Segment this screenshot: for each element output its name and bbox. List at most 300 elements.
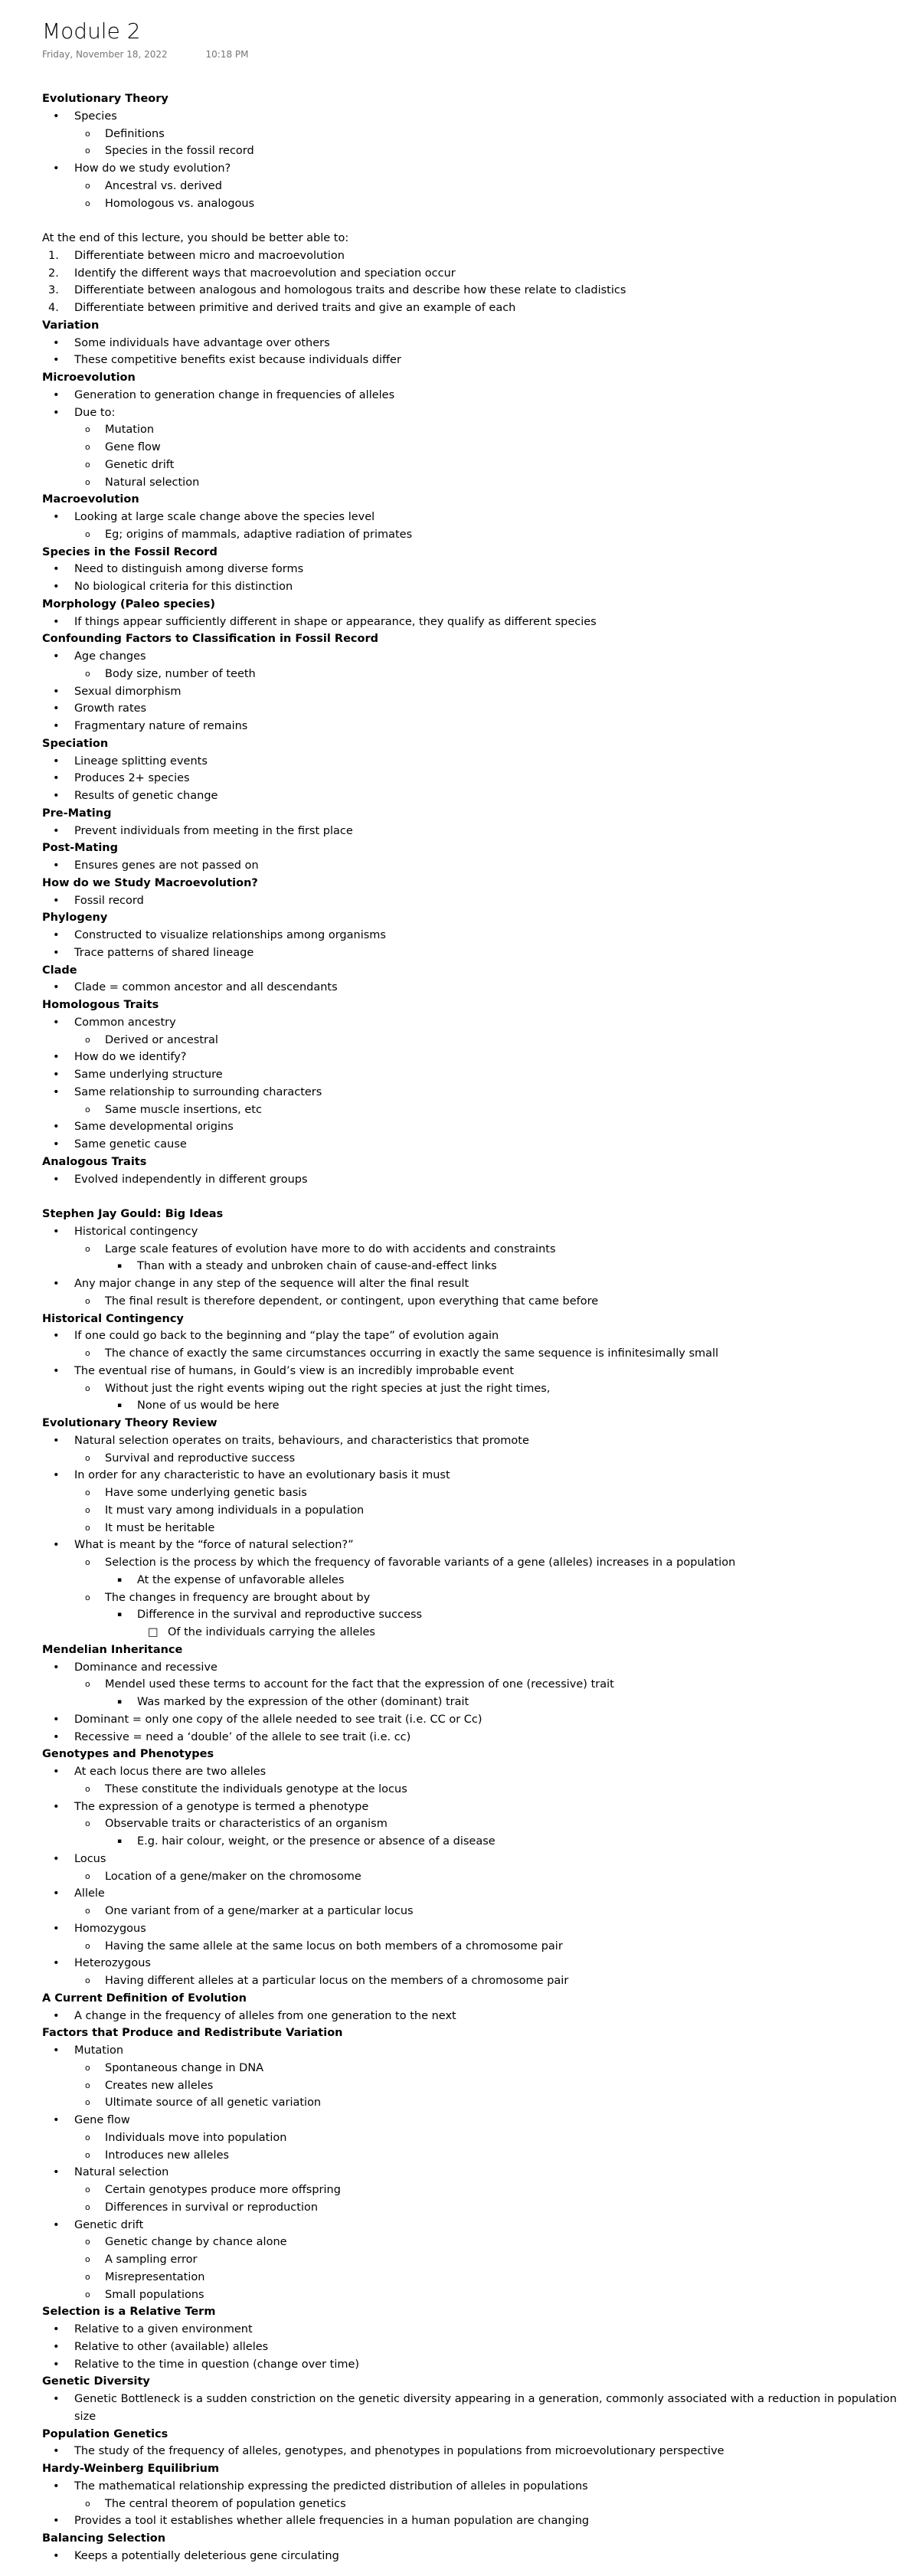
outline-item[interactable] [42,108,908,126]
outline-item[interactable] [42,2182,908,2199]
line-text: Relative to the time in question (change over time) [74,2358,360,2371]
section-heading[interactable] [42,840,908,857]
line-text: These competitive benefits exist because individuals differ [74,354,401,367]
bullet-icon: o [85,128,90,139]
outline-item[interactable] [42,1729,908,1746]
line-text: Results of genetic change [74,790,218,802]
outline-item[interactable] [42,1868,908,1886]
line-text: The chance of exactly the same circumstances occurring in exactly the same sequence is infinitesimally small [105,1347,719,1360]
outline-item[interactable] [42,1397,908,1415]
line-text: One variant from of a gene/marker at a particular locus [105,1905,414,1917]
section-heading[interactable] [42,90,908,108]
outline-item[interactable] [42,282,908,299]
outline-item[interactable] [42,1363,908,1380]
line-text: Selection is the process by which the frequency of favorable variants of a gene (alleles) increases in a population [105,1556,736,1569]
line-text: At each locus there are two alleles [74,1766,267,1778]
list-number: 3. [48,284,59,297]
outline-item[interactable] [42,1763,908,1781]
section-heading[interactable] [42,1642,908,1659]
line-text: Growth rates [74,702,147,715]
line-text: The eventual rise of humans, in Gould’s view is an incredibly improbable event [74,1364,515,1377]
line-text: Spontaneous change in DNA [105,2061,264,2074]
outline-item[interactable] [42,2443,908,2460]
line-text: Produces 2+ species [74,772,190,785]
outline-item[interactable] [42,1032,908,1049]
bullet-icon: • [53,2009,60,2022]
outline-item[interactable] [42,1624,908,1642]
line-text: Historical contingency [74,1225,198,1238]
outline-item[interactable] [42,1171,908,1189]
outline-item[interactable] [42,457,908,474]
line-text: Dominance and recessive [74,1661,217,1674]
section-heading[interactable] [42,1154,908,1171]
line-text: Pre-Mating [42,807,112,820]
line-text: Individuals move into population [105,2131,287,2144]
bullet-icon: • [53,1730,60,1743]
line-text: Common ancestry [74,1016,176,1029]
line-text: Genetic drift [74,2218,144,2231]
outline-item[interactable] [42,352,908,369]
outline-item[interactable] [42,2199,908,2217]
line-text: Microevolution [42,372,136,384]
outline-item[interactable] [42,1903,908,1920]
outline-item[interactable] [42,2339,908,2356]
outline-item[interactable] [42,1659,908,1677]
outline-item[interactable] [42,1467,908,1484]
section-heading[interactable] [42,1990,908,2008]
bullet-icon: • [53,110,60,123]
line-text: How do we study evolution? [74,162,231,175]
outline-item[interactable] [42,2496,908,2513]
line-text: How do we Study Macroevolution? [42,876,258,889]
outline-item[interactable] [42,944,908,962]
outline-item[interactable] [42,404,908,422]
bullet-icon: • [53,1800,60,1813]
outline-item[interactable] [42,561,908,578]
bullet-icon: • [53,685,60,698]
line-text: Confounding Factors to Classification in Fossil Record [42,633,378,646]
bullet-icon: • [53,2445,60,2458]
line-text: No biological criteria for this distinction [74,581,293,593]
bullet-icon: o [85,1034,90,1045]
bullet-icon: o [85,2201,90,2212]
section-heading[interactable] [42,596,908,614]
outline-item[interactable] [42,1084,908,1101]
outline-item[interactable] [42,1572,908,1589]
bullet-icon: • [53,790,60,802]
line-text: Keeps a potentially deleterious gene circulating [74,2549,339,2562]
line-text: Natural selection [105,476,200,489]
line-text: The changes in frequency are brought about by [105,1591,371,1604]
line-text: Was marked by the expression of the other (dominant) trait [137,1696,469,1708]
line-text: Without just the right events wiping out the right species at just the right times, [105,1382,551,1395]
outline-item[interactable] [42,2478,908,2496]
line-text: It must be heritable [105,1521,215,1534]
section-heading[interactable] [42,997,908,1014]
bullet-icon: o [85,1383,90,1393]
bullet-icon: o [85,2080,90,2090]
outline-item[interactable] [42,927,908,944]
bullet-icon: • [53,2479,60,2493]
outline-item[interactable] [42,718,908,735]
line-text: Morphology (Paleo species) [42,597,215,610]
outline-item[interactable] [42,1781,908,1799]
outline-item[interactable] [42,892,908,910]
line-text: Speciation [42,737,109,750]
bullet-icon: • [53,2393,60,2405]
section-heading[interactable] [42,909,908,927]
page-time: 10:18 PM [205,49,249,60]
outline-item[interactable] [42,195,908,213]
note-paragraph[interactable] [42,230,908,247]
line-text: Population Genetics [42,2427,168,2440]
bullet-icon: ▪ [117,1402,123,1410]
line-text: Natural selection operates on traits, behaviours, and characteristics that promote [74,1434,529,1447]
outline-item[interactable] [42,2234,908,2251]
line-text: These constitute the individuals genotype at the locus [105,1782,407,1795]
section-heading[interactable] [42,1206,908,1223]
outline-item[interactable] [42,2217,908,2234]
bullet-icon: o [85,1906,90,1916]
bullet-icon: o [85,459,90,470]
line-text: Trace patterns of shared lineage [74,946,254,959]
bullet-icon: • [53,946,60,959]
bullet-icon: • [53,1138,60,1151]
bullet-icon: o [85,1104,90,1115]
outline-item[interactable] [42,2391,908,2426]
bullet-icon: ▪ [117,1576,123,1584]
line-text: Selection is a Relative Term [42,2306,216,2319]
outline-item[interactable] [42,1275,908,1293]
outline-item[interactable] [42,2129,908,2147]
outline-item[interactable] [42,1258,908,1275]
outline-item[interactable] [42,1484,908,1502]
line-text: Body size, number of teeth [105,667,256,680]
outline-item[interactable] [42,142,908,160]
bullet-icon: o [85,2062,90,2073]
bullet-icon: • [53,336,60,349]
bullet-icon: o [85,2149,90,2160]
line-text: Analogous Traits [42,1155,147,1168]
line-text: Ensures genes are not passed on [74,859,259,872]
outline-item[interactable] [42,1450,908,1468]
bullet-icon: o [85,1940,90,1951]
line-text: Homologous Traits [42,999,159,1011]
outline-item[interactable] [42,299,908,317]
outline-item[interactable] [42,2060,908,2077]
bullet-icon: o [85,2498,90,2509]
section-heading[interactable] [42,875,908,892]
bullet-icon: o [85,1348,90,1358]
line-text: Relative to a given environment [74,2323,253,2335]
bullet-icon: • [53,1852,60,1865]
outline-item[interactable] [42,1502,908,1520]
outline-item[interactable] [42,2251,908,2269]
outline-item[interactable] [42,770,908,787]
outline-item[interactable] [42,1694,908,1711]
outline-item[interactable] [42,666,908,683]
outline-item[interactable] [42,2356,908,2374]
section-heading[interactable] [42,735,908,753]
bullet-icon: • [53,2549,60,2562]
outline-item[interactable] [42,1014,908,1032]
bullet-icon: • [53,772,60,785]
section-heading[interactable] [42,369,908,387]
outline-item[interactable] [42,2094,908,2112]
outline-item[interactable] [42,2112,908,2129]
bullet-icon: • [53,1051,60,1064]
outline-item[interactable] [42,1815,908,1833]
outline-item[interactable] [42,265,908,283]
bullet-icon: • [53,1661,60,1674]
outline-item[interactable] [42,648,908,666]
bullet-icon: • [53,1330,60,1343]
bullet-icon: o [85,198,90,208]
outline-item[interactable] [42,1380,908,1398]
line-text: Than with a steady and unbroken chain of cause-and-effect links [137,1260,497,1273]
outline-item[interactable] [42,1885,908,1903]
section-heading[interactable] [42,1746,908,1763]
section-heading[interactable] [42,2460,908,2478]
outline-item[interactable] [42,474,908,492]
outline-item[interactable] [42,1223,908,1241]
bullet-icon: o [85,1871,90,1881]
bullet-icon: • [53,981,60,994]
bullet-icon: • [53,162,60,175]
line-text: How do we identify? [74,1051,187,1064]
outline-item[interactable] [42,1554,908,1572]
outline-item[interactable] [42,509,908,526]
line-text: Same underlying structure [74,1069,223,1081]
line-text: Having different alleles at a particular locus on the members of a chromosome pair [105,1975,569,1987]
line-text: Variation [42,319,100,332]
bullet-icon: • [53,1225,60,1238]
line-text: Post-Mating [42,842,118,855]
line-text: E.g. hair colour, weight, or the presence or absence of a disease [137,1835,495,1848]
bullet-icon: o [85,1679,90,1690]
line-text: None of us would be here [137,1399,280,1412]
bullet-icon: o [85,2271,90,2282]
outline-item[interactable] [42,683,908,701]
outline-item[interactable] [42,979,908,997]
line-text: Locus [74,1852,106,1865]
line-text: Macroevolution [42,493,139,506]
bullet-icon: • [53,1434,60,1447]
outline-item[interactable] [42,1955,908,1972]
section-heading[interactable] [42,630,908,648]
bullet-icon: o [85,2289,90,2299]
outline-item[interactable] [42,753,908,771]
page-meta [42,48,908,61]
outline-item[interactable] [42,1241,908,1259]
outline-item[interactable] [42,1833,908,1851]
line-text: Location of a gene/maker on the chromosome [105,1870,361,1883]
outline-item[interactable] [42,2164,908,2182]
outline-item[interactable] [42,1118,908,1136]
bullet-icon: • [53,1016,60,1029]
line-text: Same muscle insertions, etc [105,1103,262,1116]
outline-item[interactable] [42,1676,908,1694]
line-text: Eg; origins of mammals, adaptive radiation of primates [105,528,413,541]
outline-item[interactable] [42,614,908,631]
bullet-icon: • [53,563,60,576]
outline-item[interactable] [42,439,908,457]
outline-item[interactable] [42,2147,908,2165]
outline-item[interactable] [42,178,908,195]
section-heading[interactable] [42,2303,908,2321]
line-text: Historical Contingency [42,1312,184,1325]
bullet-icon: o [85,668,90,679]
bullet-icon: ▪ [117,1611,123,1619]
blank-line [42,212,908,230]
outline-item[interactable] [42,421,908,439]
outline-item[interactable] [42,1101,908,1119]
line-text: At the expense of unfavorable alleles [137,1573,345,1586]
line-text: Creates new alleles [105,2079,214,2092]
outline-item[interactable] [42,823,908,840]
outline-item[interactable] [42,1066,908,1084]
outline-item[interactable] [42,387,908,404]
outline-item[interactable] [42,1049,908,1066]
outline-item[interactable] [42,2042,908,2060]
bullet-icon: • [53,2166,60,2179]
bullet-icon: • [53,2340,60,2353]
line-text: Homozygous [74,1922,146,1935]
line-text: Differentiate between primitive and derived traits and give an example of each [74,302,516,314]
line-text: Recessive = need a ‘double’ of the allele to see trait (i.e. cc) [74,1730,411,1743]
bullet-icon: ▪ [117,1698,123,1706]
line-text: If one could go back to the beginning and “play the tape” of evolution again [74,1330,499,1343]
outline-item[interactable] [42,1293,908,1311]
outline-item[interactable] [42,126,908,143]
outline-item[interactable] [42,1711,908,1729]
section-heading[interactable] [42,962,908,980]
outline-item[interactable] [42,2008,908,2025]
bullet-icon: o [85,180,90,191]
bullet-icon: • [53,1469,60,1482]
section-heading[interactable] [42,317,908,335]
line-text: Certain genotypes produce more offspring [105,2184,341,2196]
section-heading[interactable] [42,2373,908,2391]
outline-item[interactable] [42,2286,908,2304]
list-number: 4. [48,302,59,314]
outline-item[interactable] [42,1606,908,1624]
list-number: 2. [48,267,59,280]
bullet-icon: • [53,2323,60,2335]
section-heading[interactable] [42,2426,908,2443]
line-text: Differentiate between micro and macroevolution [74,249,345,262]
section-heading[interactable] [42,2024,908,2042]
section-heading[interactable] [42,544,908,561]
line-text: Phylogeny [42,912,108,925]
line-text: Natural selection [74,2166,169,2179]
bullet-icon: • [53,650,60,663]
line-text: Heterozygous [74,1957,151,1970]
outline-item[interactable] [42,1972,908,1990]
line-text: A sampling error [105,2254,198,2266]
line-text: Same relationship to surrounding characters [74,1085,322,1098]
line-text: Same developmental origins [74,1121,234,1134]
list-number: 1. [48,249,59,262]
line-text: Observable traits or characteristics of an organism [105,1818,388,1831]
bullet-icon: • [53,1278,60,1290]
outline-item[interactable] [42,1589,908,1607]
page-title[interactable]: Module 2 [42,18,141,44]
bullet-icon: • [53,1713,60,1726]
section-heading[interactable] [42,491,908,509]
line-text: A Current Definition of Evolution [42,1992,247,2005]
outline-item[interactable] [42,1799,908,1816]
outline-item[interactable] [42,247,908,265]
outline-item[interactable] [42,2077,908,2095]
note-body[interactable] [42,90,908,2565]
outline-item[interactable] [42,2512,908,2530]
bullet-icon: • [53,1173,60,1186]
section-heading[interactable] [42,1415,908,1432]
outline-item[interactable] [42,1851,908,1868]
outline-item[interactable] [42,2269,908,2286]
bullet-icon: o [85,2132,90,2142]
line-text: In order for any characteristic to have an evolutionary basis it must [74,1469,450,1482]
outline-item[interactable] [42,787,908,805]
outline-item[interactable] [42,526,908,544]
line-text: Gene flow [105,441,161,453]
section-heading[interactable] [42,1311,908,1328]
outline-item[interactable] [42,1938,908,1956]
line-text: Hardy-Weinberg Equilibrium [42,2463,220,2475]
bullet-icon: • [53,929,60,941]
outline-item[interactable] [42,335,908,352]
line-text: Mutation [105,424,155,437]
bullet-icon: • [53,2044,60,2057]
line-text: The central theorem of population genetics [105,2497,346,2510]
bullet-icon: • [53,1121,60,1134]
bullet-icon: o [85,2237,90,2247]
outline-item[interactable] [42,857,908,875]
bullet-icon: • [53,702,60,715]
line-text: Clade = common ancestor and all descendants [74,981,338,994]
outline-item[interactable] [42,1345,908,1363]
bullet-icon: o [85,424,90,435]
outline-item[interactable] [42,1920,908,1938]
outline-item[interactable] [42,1327,908,1345]
outline-item[interactable] [42,160,908,178]
outline-item[interactable] [42,1136,908,1154]
outline-item[interactable] [42,578,908,596]
line-text: Looking at large scale change above the species level [74,511,375,523]
outline-item[interactable] [42,2548,908,2565]
bullet-icon: • [53,615,60,628]
line-text: Small populations [105,2288,204,2301]
bullet-icon: • [53,1539,60,1552]
outline-item[interactable] [42,1537,908,1554]
outline-item[interactable] [42,700,908,718]
bullet-icon: o [85,1504,90,1515]
line-text: Dominant = only one copy of the allele needed to see trait (i.e. CC or Cc) [74,1713,482,1726]
bullet-icon: • [53,1766,60,1778]
outline-item[interactable] [42,1432,908,1450]
bullet-icon: o [85,529,90,539]
section-heading[interactable] [42,805,908,823]
section-heading[interactable] [42,2530,908,2548]
bullet-icon: □ [148,1626,159,1638]
line-text: Age changes [74,650,146,663]
bullet-icon: • [53,2515,60,2528]
bullet-icon: • [53,2114,60,2126]
outline-item[interactable] [42,2321,908,2339]
outline-item[interactable] [42,1520,908,1537]
line-text: Mutation [74,2044,124,2057]
